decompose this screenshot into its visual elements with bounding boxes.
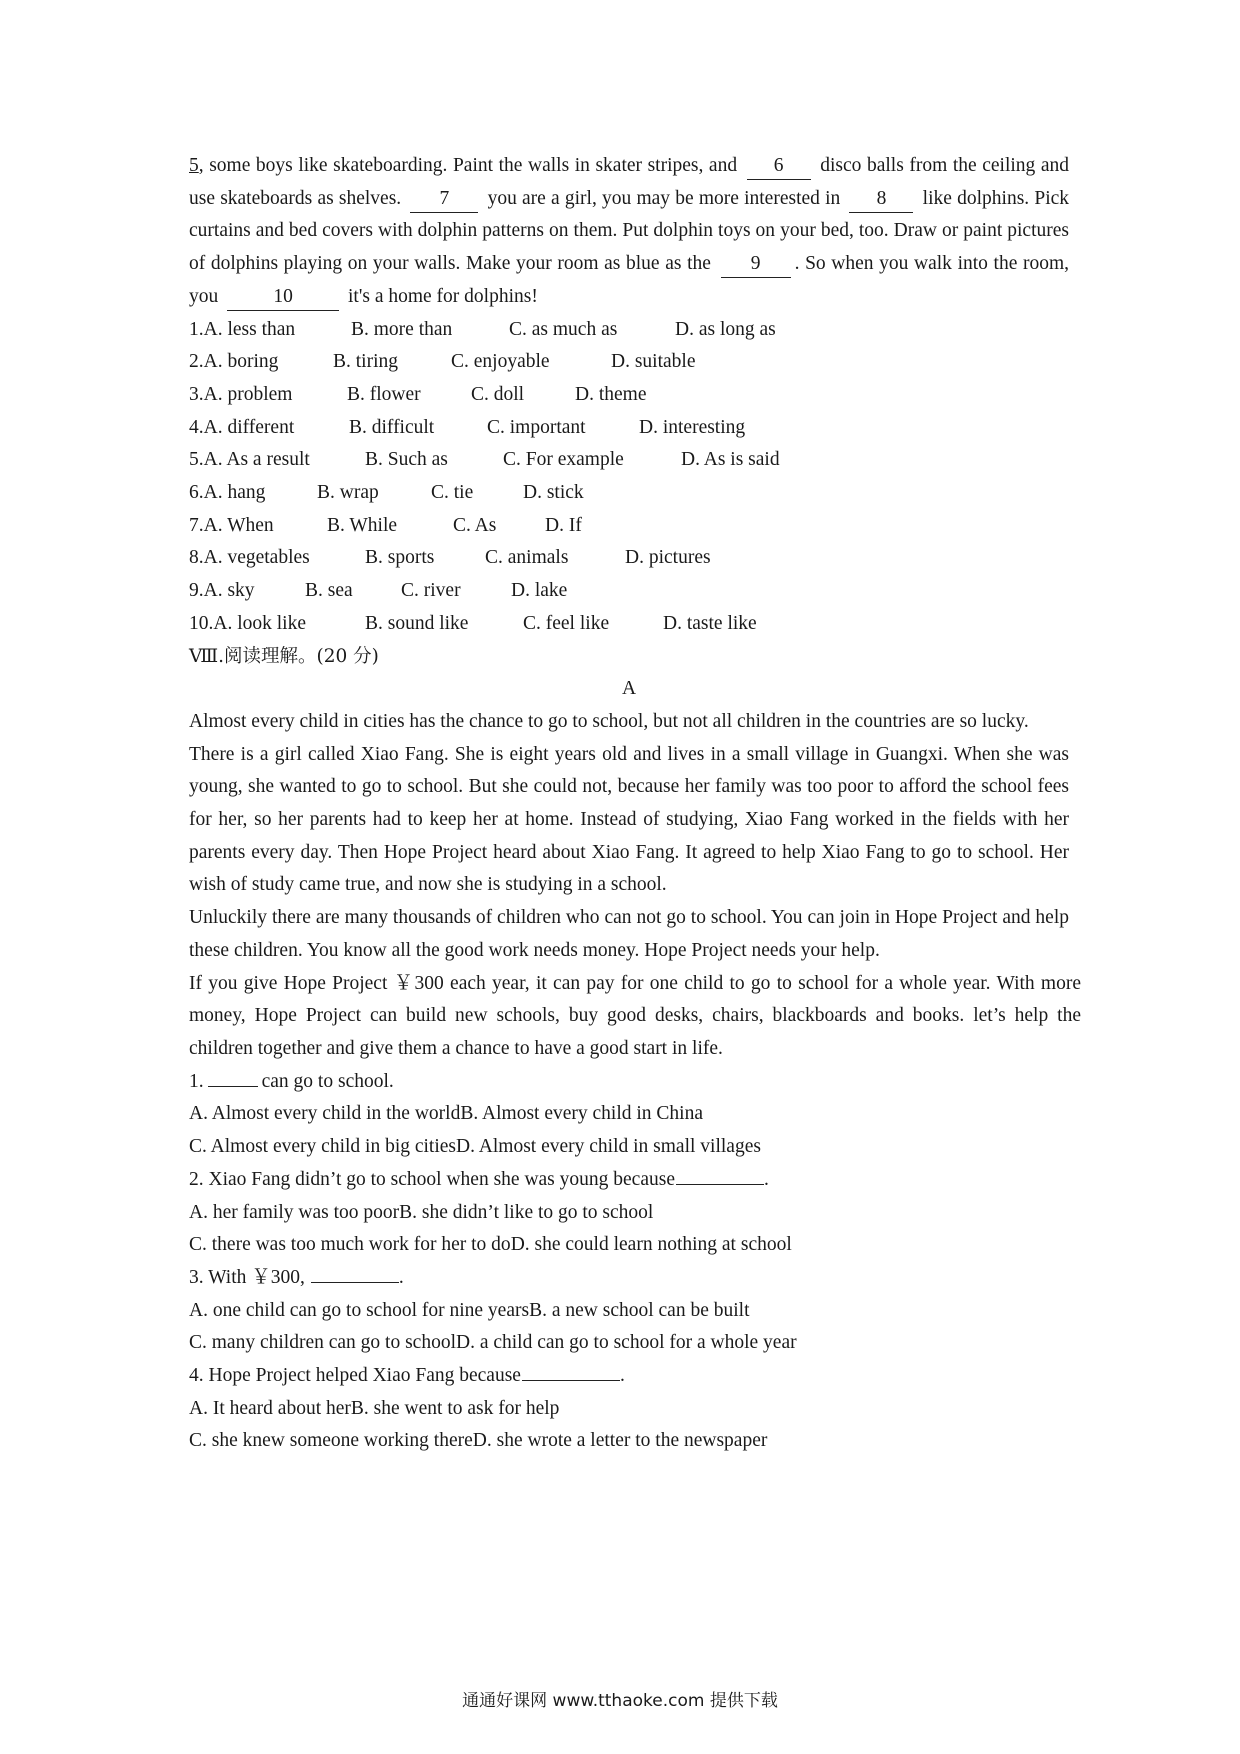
question-text: 2. Xiao Fang didn’t go to school when she was young because xyxy=(189,1168,675,1190)
cloze-options xyxy=(189,314,1069,641)
option-d: D. pictures xyxy=(625,547,711,569)
option-d: D. interesting xyxy=(639,416,746,438)
option-c: C. important xyxy=(487,416,586,438)
answer-blank xyxy=(208,1086,258,1087)
answer-blank xyxy=(676,1184,764,1185)
option-b: B. wrap xyxy=(317,482,379,504)
question-text: . xyxy=(619,1365,625,1387)
option-a: 8.A. vegetables xyxy=(189,547,310,569)
option-a: 4.A. different xyxy=(189,416,295,438)
question-stem xyxy=(189,1066,1069,1099)
option-text: C. many children can go to school xyxy=(189,1332,456,1354)
passage-paragraph: Unluckily there are many thousands of children who can not go to school. You can join in Hope Project and help these children. You know all the good work needs money. Hope Project needs your help. xyxy=(189,907,1069,961)
option-text: . she didn’t like to go to school xyxy=(412,1201,654,1223)
option-letter: B xyxy=(460,1103,474,1125)
option-row xyxy=(189,314,1069,347)
option-text: . she wrote a letter to the newspaper xyxy=(486,1430,768,1452)
cloze-text: you are a girl, you may be more interested in xyxy=(487,187,841,209)
option-d: D. theme xyxy=(575,383,647,405)
question-options xyxy=(189,1393,1069,1426)
option-b: B. tiring xyxy=(333,351,399,373)
question-options xyxy=(189,1327,1069,1360)
option-d: D. If xyxy=(545,514,582,536)
option-b: B. sound like xyxy=(365,612,469,634)
question-options xyxy=(189,1229,1069,1262)
option-text: . a new school can be built xyxy=(542,1299,750,1321)
option-c: C. river xyxy=(401,580,461,602)
option-text: . Almost every child in small villages xyxy=(470,1136,761,1158)
question-text: . xyxy=(763,1168,769,1190)
question-options xyxy=(189,1425,1069,1458)
question-options xyxy=(189,1131,1069,1164)
option-a: 2.A. boring xyxy=(189,351,279,373)
option-b: B. more than xyxy=(351,318,453,340)
option-a: 10.A. look like xyxy=(189,612,306,634)
option-row xyxy=(189,444,1069,477)
option-c: C. For example xyxy=(503,449,624,471)
passage-paragraph: Almost every child in cities has the chance to go to school, but not all children in the countries are so lucky. xyxy=(189,710,1029,732)
option-row xyxy=(189,477,1069,510)
option-c: C. doll xyxy=(471,383,525,405)
answer-blank xyxy=(522,1380,620,1381)
option-row xyxy=(189,575,1069,608)
question-stem xyxy=(189,1164,1069,1197)
page-footer: 通通好课网 www.tthaoke.com 提供下载 xyxy=(462,1691,778,1711)
option-letter: B xyxy=(529,1299,543,1321)
option-text: . she went to ask for help xyxy=(363,1397,560,1419)
question-options xyxy=(189,1098,1069,1131)
question-text: can go to school. xyxy=(261,1070,394,1092)
option-row xyxy=(189,608,1069,641)
option-a: 3.A. problem xyxy=(189,383,293,405)
option-text: A. one child can go to school for nine years xyxy=(189,1299,530,1321)
option-text: C. she knew someone working there xyxy=(189,1430,473,1452)
blank-8: 8 xyxy=(849,186,913,213)
passage-paragraph: There is a girl called Xiao Fang. She is eight years old and lives in a small village in Guangxi. When she was young, she wanted to go to school. But she could not, because her family was too poor to afford the school fees for her, so her parents had to keep her at home. Instead of studying, Xiao Fang worked in the fields with her parents every day. Then Hope Project heard about Xiao Fang. It agreed to help Xiao Fang to go to school. Her wish of study came true, and now she is studying in a school. xyxy=(189,743,1069,896)
reading-passage xyxy=(189,706,1081,1066)
question-text: 4. Hope Project helped Xiao Fang because xyxy=(189,1365,521,1387)
option-b: B. flower xyxy=(347,383,421,405)
question-stem xyxy=(189,1360,1069,1393)
cloze-text: . So when you walk into the room, you xyxy=(189,253,1070,307)
option-text: C. Almost every child in big cities xyxy=(189,1136,457,1158)
page-content xyxy=(189,150,1081,1458)
option-text: . Almost every child in China xyxy=(473,1103,703,1125)
option-d: D. lake xyxy=(511,580,568,602)
option-letter: D xyxy=(455,1332,471,1354)
blank-number-5: 5 xyxy=(189,155,199,176)
option-c: C. as much as xyxy=(509,318,618,340)
option-row xyxy=(189,510,1069,543)
answer-blank xyxy=(311,1282,399,1283)
question-text: 3. With ￥300, xyxy=(189,1266,305,1288)
blank-7: 7 xyxy=(410,186,478,213)
option-b: B. sports xyxy=(365,547,435,569)
option-a: 6.A. hang xyxy=(189,482,266,504)
passage-label: A xyxy=(621,678,637,700)
option-c: C. enjoyable xyxy=(451,351,550,373)
option-c: C. feel like xyxy=(523,612,610,634)
blank-10: 10 xyxy=(227,284,339,311)
option-letter: B xyxy=(350,1397,364,1419)
option-d: D. as long as xyxy=(675,318,776,340)
question-options xyxy=(189,1295,1069,1328)
option-row xyxy=(189,542,1069,575)
cloze-text: , some boys like skateboarding. Paint the walls in skater stripes, and xyxy=(198,155,738,176)
option-text: . a child can go to school for a whole year xyxy=(470,1332,797,1354)
option-text: A. her family was too poor xyxy=(189,1201,400,1223)
option-row xyxy=(189,379,1069,412)
option-a: 5.A. As a result xyxy=(189,449,310,471)
cloze-passage xyxy=(189,150,1069,314)
option-text: C. there was too much work for her to do xyxy=(189,1234,511,1256)
section-heading: Ⅷ.阅读理解。(20 分) xyxy=(189,645,379,667)
option-a: 7.A. When xyxy=(189,514,274,536)
option-text: A. Almost every child in the world xyxy=(189,1103,461,1125)
option-b: B. While xyxy=(327,514,398,536)
option-c: C. As xyxy=(453,514,497,536)
passage-paragraph: If you give Hope Project ￥300 each year, it can pay for one child to go to school for a whole year. With more money, Hope Project can build new schools, buy good desks, chairs, blackboards and books. let’s help the children together and give them a chance to have a good start in life. xyxy=(189,972,1081,1059)
option-letter: B xyxy=(399,1201,413,1223)
option-d: D. As is said xyxy=(681,449,780,471)
option-d: D. taste like xyxy=(663,612,757,634)
option-b: B. sea xyxy=(305,580,353,602)
question-text: 1. xyxy=(189,1070,204,1092)
cloze-text: it's a home for dolphins! xyxy=(348,285,538,307)
option-b: B. difficult xyxy=(349,416,435,438)
option-letter: D xyxy=(510,1234,525,1256)
option-letter: D xyxy=(456,1136,471,1158)
option-text: A. It heard about her xyxy=(189,1397,351,1419)
question-stem xyxy=(189,1262,1069,1295)
option-a: 1.A. less than xyxy=(189,318,296,340)
option-b: B. Such as xyxy=(365,449,448,471)
option-row xyxy=(189,412,1069,445)
option-c: C. animals xyxy=(485,547,569,569)
option-d: D. stick xyxy=(523,482,584,504)
question-list xyxy=(189,1066,1069,1458)
question-options xyxy=(189,1197,1069,1230)
option-row xyxy=(189,346,1069,379)
option-d: D. suitable xyxy=(611,351,696,373)
option-a: 9.A. sky xyxy=(189,580,255,602)
cloze-text: like dolphins. Pick curtains and bed covers with dolphin patterns on them. Put dolphin toys on your bed, too. Draw or paint pictures of dolphins playing on your walls. Make your room as blue as the xyxy=(189,187,1070,275)
question-text: . xyxy=(398,1266,404,1288)
option-letter: D xyxy=(472,1430,487,1452)
blank-6: 6 xyxy=(747,153,811,180)
cloze-text: disco balls from the ceiling and use skateboards as shelves. xyxy=(189,155,1070,209)
option-c: C. tie xyxy=(431,482,474,504)
option-text: . she could learn nothing at school xyxy=(524,1234,792,1256)
blank-9: 9 xyxy=(721,251,791,278)
